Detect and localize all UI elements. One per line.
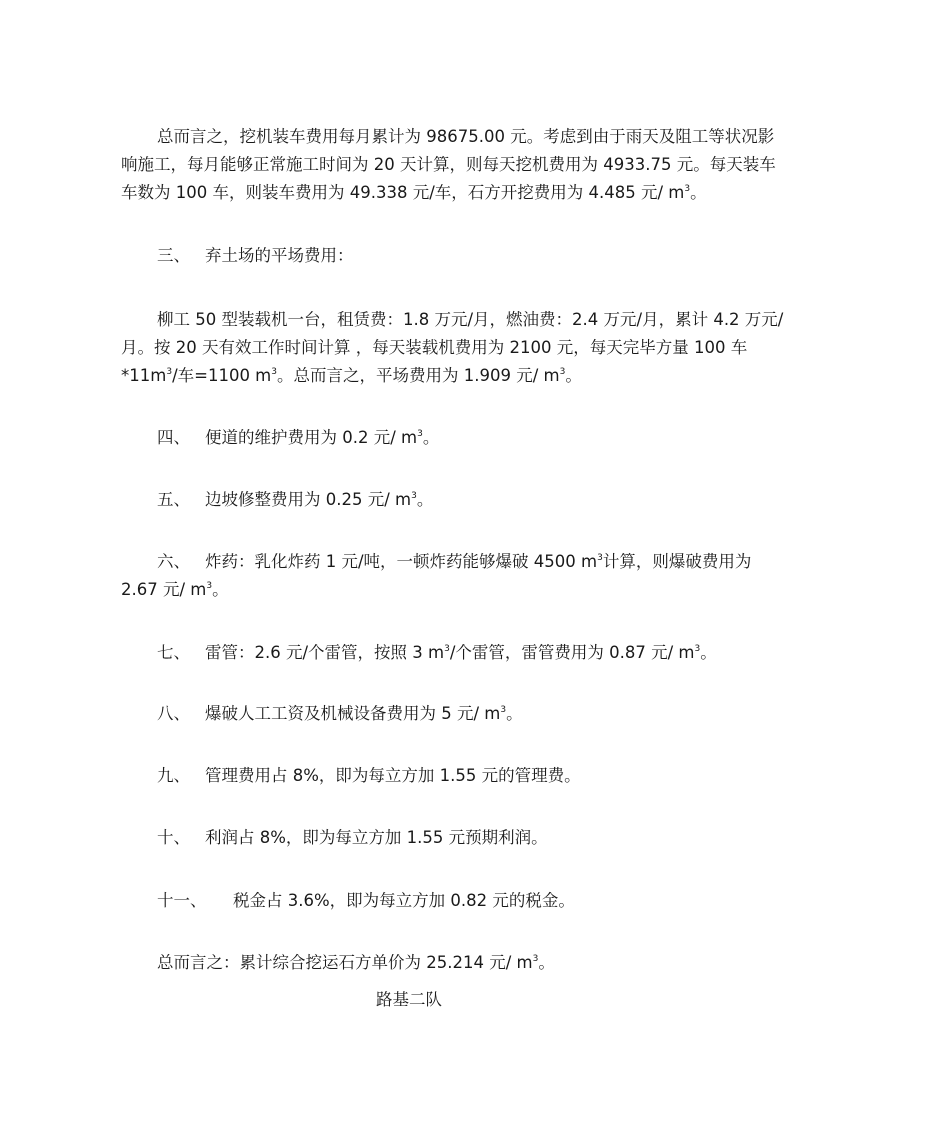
period: 。 (422, 428, 440, 447)
superscript-3: 3 (271, 366, 277, 377)
loader-paragraph-line3 (121, 362, 833, 390)
item-number: 六、 (157, 552, 190, 571)
superscript-3: 3 (444, 643, 450, 654)
period: 。 (690, 183, 707, 202)
summary-paragraph-2 (157, 949, 555, 977)
item-text: 利润占 8%，即为每立方加 1.55 元预期利润。 (205, 828, 548, 847)
item-number: 三、 (157, 246, 190, 265)
item-number: 四、 (157, 428, 190, 447)
item-text-b: /个雷管，雷管费用为 0.87 元/ m (449, 643, 695, 662)
summary-paragraph-1 (121, 123, 833, 151)
period: 。 (506, 704, 523, 723)
item-text-line2: 2.67 元/ m (121, 580, 207, 599)
item-text: 爆破人工工资及机械设备费用为 5 元/ m (205, 704, 501, 723)
loader-paragraph (121, 306, 833, 334)
item-text: 便道的维护费用为 0.2 元/ m (205, 428, 418, 447)
summary-paragraph-1-line3 (121, 179, 833, 207)
item-6 (157, 548, 751, 576)
superscript-3: 3 (417, 428, 423, 439)
item-text: 管理费用占 8%，即为每立方加 1.55 元的管理费。 (205, 766, 581, 785)
item-5 (157, 486, 433, 514)
item-4 (157, 424, 439, 452)
loader-line2: 月。按 20 天有效工作时间计算 ，每天装载机费用为 2100 元，每天完毕方量 100 车 (121, 338, 748, 357)
summary1-line1: 总而言之，挖机装车费用每月累计为 98675.00 元。考虑到由于雨天及阻工等状况影 (157, 127, 775, 146)
superscript-3: 3 (206, 580, 213, 591)
summary-paragraph-1-line2 (121, 151, 833, 179)
summary2-text: 总而言之：累计综合挖运石方单价为 25.214 元/ m (157, 953, 533, 972)
item-text: 边坡修整费用为 0.25 元/ m (205, 490, 412, 509)
period: 。 (416, 490, 434, 509)
superscript-3: 3 (684, 183, 691, 194)
item-9 (157, 762, 581, 790)
summary1-line2: 响施工，每月能够正常施工时间为 20 天计算，则每天挖机费用为 4933.75 元。每天装车 (121, 155, 776, 174)
item-number: 十、 (157, 828, 190, 847)
item-number: 九、 (157, 766, 190, 785)
superscript-3: 3 (559, 366, 566, 377)
period: 。 (212, 580, 229, 599)
item-11 (157, 887, 575, 915)
spoil-site-heading (157, 242, 354, 270)
item-8 (157, 700, 523, 728)
loader-line3-c: 。总而言之，平场费用为 1.909 元/ m (277, 366, 560, 385)
item-number: 七、 (157, 643, 190, 662)
item-6-line2 (121, 576, 229, 604)
item-7 (157, 639, 717, 667)
superscript-3: 3 (411, 490, 417, 501)
item-text-b: 计算，则爆破费用为 (602, 552, 752, 571)
item-10 (157, 824, 548, 852)
period: 。 (700, 643, 717, 662)
team-signature: 路基二队 (376, 990, 442, 1009)
loader-paragraph-line2 (121, 334, 833, 362)
summary1-line3: 车数为 100 车，则装车费用为 49.338 元/车，石方开挖费用为 4.485 元/ m (121, 183, 685, 202)
loader-line1: 柳工 50 型装载机一台，租赁费：1.8 万元/月，燃油费：2.4 万元/月，累计 4.2 万元/ (157, 310, 784, 329)
item-number: 十一、 (157, 891, 207, 910)
item-text: 税金占 3.6%，即为每立方加 0.82 元的税金。 (233, 891, 575, 910)
superscript-3: 3 (500, 704, 507, 715)
item-text-a: 雷管：2.6 元/个雷管，按照 3 m (205, 643, 445, 662)
superscript-3: 3 (166, 366, 173, 377)
item-number: 五、 (157, 490, 190, 509)
superscript-3: 3 (532, 953, 539, 964)
loader-line3-b: /车=1100 m (172, 366, 272, 385)
period: 。 (565, 366, 582, 385)
period: 。 (538, 953, 555, 972)
superscript-3: 3 (597, 552, 603, 563)
item-number: 八、 (157, 704, 190, 723)
item-text: 弃土场的平场费用： (205, 246, 354, 265)
superscript-3: 3 (694, 643, 701, 654)
item-text-a: 炸药：乳化炸药 1 元/吨，一顿炸药能够爆破 4500 m (205, 552, 598, 571)
loader-line3-a: *11m (121, 366, 167, 385)
